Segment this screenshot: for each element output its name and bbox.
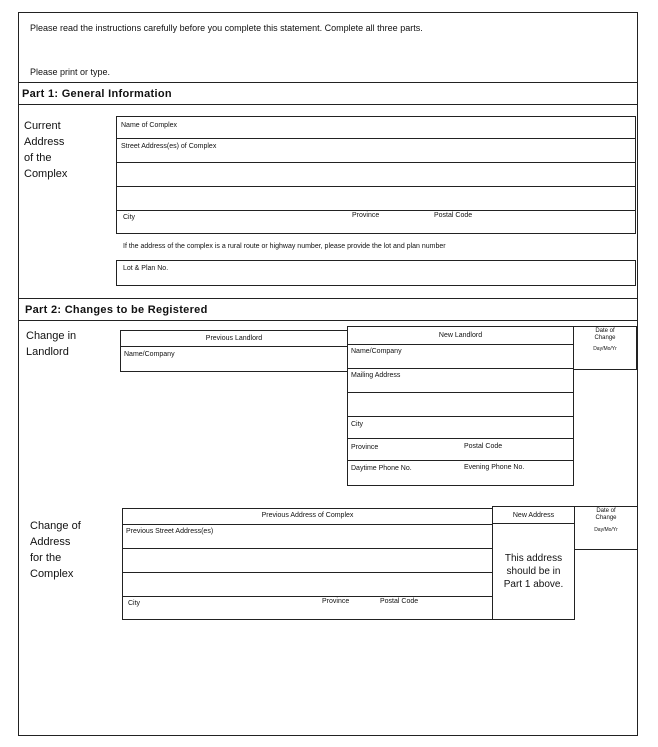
name-of-complex-label: Name of Complex bbox=[121, 122, 178, 129]
part1-title: Part 1: General Information bbox=[22, 88, 172, 100]
print-note: Please print or type. bbox=[30, 67, 111, 77]
divider bbox=[18, 104, 638, 105]
divider bbox=[116, 138, 636, 139]
change-address-label: Change of Address for the Complex bbox=[30, 520, 81, 580]
mailing-address-label: Mailing Address bbox=[351, 372, 401, 379]
prev-street-label: Previous Street Address(es) bbox=[126, 528, 214, 535]
new-landlord-name-label: Name/Company bbox=[351, 348, 402, 355]
divider bbox=[122, 572, 493, 573]
divider bbox=[122, 524, 493, 525]
previous-landlord-header: Previous Landlord bbox=[205, 335, 263, 342]
previous-address-header: Previous Address of Complex bbox=[261, 512, 354, 519]
divider bbox=[116, 162, 636, 163]
divider bbox=[18, 298, 638, 299]
landlord-date-header: Date of Change bbox=[594, 328, 616, 341]
landlord-date-format: Day/Mo/Yr bbox=[593, 346, 617, 352]
landlord-postal-label: Postal Code bbox=[464, 443, 503, 450]
address-city-label: City bbox=[128, 600, 141, 607]
divider bbox=[347, 460, 574, 461]
divider bbox=[116, 210, 636, 211]
change-landlord-label: Change in Landlord bbox=[26, 330, 77, 358]
divider bbox=[116, 186, 636, 187]
address-date-format: Day/Mo/Yr bbox=[594, 527, 618, 533]
evening-phone-label: Evening Phone No. bbox=[464, 464, 525, 471]
lot-plan-label: Lot & Plan No. bbox=[123, 265, 169, 272]
prev-landlord-name-label: Name/Company bbox=[124, 351, 175, 358]
divider bbox=[122, 596, 493, 597]
daytime-phone-label: Daytime Phone No. bbox=[351, 465, 412, 472]
new-landlord-header: New Landlord bbox=[438, 332, 483, 339]
address-postal-label: Postal Code bbox=[380, 598, 419, 605]
divider bbox=[120, 346, 348, 347]
divider bbox=[347, 368, 574, 369]
new-address-note: This address should be in Part 1 above. bbox=[503, 553, 564, 590]
address-date-header: Date of Change bbox=[595, 508, 617, 521]
divider bbox=[347, 416, 574, 417]
current-address-label: Current Address of the Complex bbox=[24, 120, 68, 180]
divider bbox=[347, 392, 574, 393]
landlord-city-label: City bbox=[351, 421, 364, 428]
street-address-label: Street Address(es) of Complex bbox=[121, 143, 217, 150]
lot-plan-box bbox=[116, 260, 636, 286]
instructions-text: Please read the instructions carefully before you complete this statement. Complete all three parts. bbox=[30, 23, 423, 33]
divider bbox=[122, 548, 493, 549]
divider bbox=[347, 438, 574, 439]
divider bbox=[492, 523, 575, 524]
province-label: Province bbox=[352, 212, 380, 219]
rural-note: If the address of the complex is a rural route or highway number, please provide the lot and plan number bbox=[123, 243, 446, 250]
new-address-header: New Address bbox=[512, 512, 555, 519]
landlord-province-label: Province bbox=[351, 444, 379, 451]
divider bbox=[18, 320, 638, 321]
divider bbox=[347, 344, 574, 345]
city-label: City bbox=[123, 214, 136, 221]
part2-title: Part 2: Changes to be Registered bbox=[25, 304, 208, 316]
divider bbox=[18, 82, 638, 83]
postal-code-label: Postal Code bbox=[434, 212, 473, 219]
address-province-label: Province bbox=[322, 598, 350, 605]
